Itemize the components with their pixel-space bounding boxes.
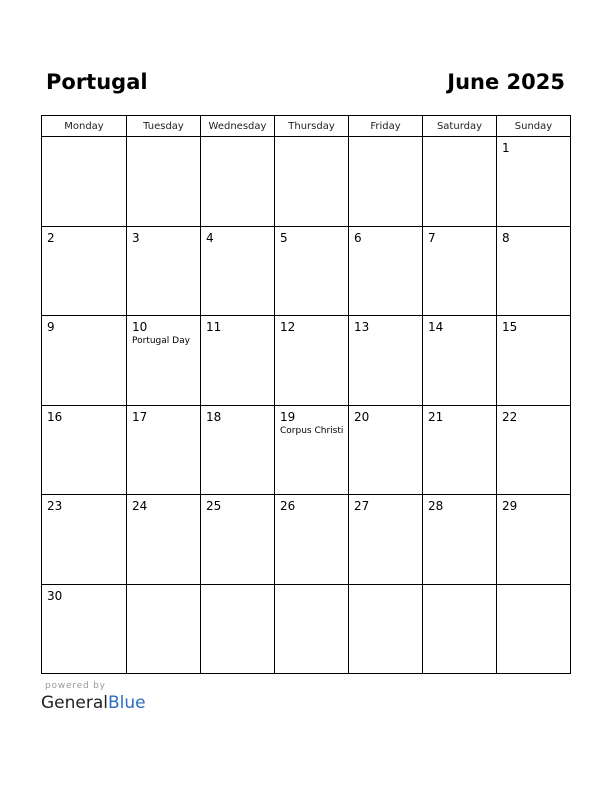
day-number: 10 bbox=[132, 320, 148, 334]
day-cell[interactable] bbox=[127, 227, 201, 316]
day-number: 19 bbox=[280, 410, 296, 424]
day-number: 22 bbox=[502, 410, 518, 424]
day-cell[interactable] bbox=[42, 495, 127, 585]
day-number: 25 bbox=[206, 499, 222, 513]
day-number: 14 bbox=[428, 320, 444, 334]
weekday-header-wednesday: Wednesday bbox=[201, 116, 275, 137]
day-number: 11 bbox=[206, 320, 222, 334]
powered-by-label: powered by bbox=[45, 681, 106, 691]
day-number: 30 bbox=[47, 589, 63, 603]
day-number: 26 bbox=[280, 499, 296, 513]
day-cell[interactable] bbox=[275, 137, 349, 227]
day-cell[interactable] bbox=[349, 316, 423, 406]
holiday-label: Corpus Christi bbox=[280, 426, 344, 436]
day-number: 24 bbox=[132, 499, 148, 513]
day-cell[interactable] bbox=[127, 137, 201, 227]
weekday-header-saturday: Saturday bbox=[423, 116, 497, 137]
day-cell[interactable] bbox=[42, 406, 127, 495]
day-cell[interactable] bbox=[423, 316, 497, 406]
day-number: 12 bbox=[280, 320, 296, 334]
weekday-header-thursday: Thursday bbox=[275, 116, 349, 137]
weekday-header-friday: Friday bbox=[349, 116, 423, 137]
day-cell[interactable] bbox=[42, 137, 127, 227]
weekday-header-sunday: Sunday bbox=[497, 116, 571, 137]
day-cell[interactable] bbox=[349, 406, 423, 495]
day-cell[interactable] bbox=[275, 406, 349, 495]
day-cell[interactable] bbox=[423, 227, 497, 316]
day-number: 6 bbox=[354, 231, 362, 245]
day-cell[interactable] bbox=[497, 585, 571, 674]
day-cell[interactable] bbox=[127, 495, 201, 585]
day-cell[interactable] bbox=[423, 495, 497, 585]
day-cell[interactable] bbox=[127, 585, 201, 674]
day-cell[interactable] bbox=[201, 406, 275, 495]
day-number: 28 bbox=[428, 499, 444, 513]
day-cell[interactable] bbox=[349, 227, 423, 316]
day-number: 29 bbox=[502, 499, 518, 513]
day-cell[interactable] bbox=[349, 137, 423, 227]
weekday-header-monday: Monday bbox=[42, 116, 127, 137]
day-cell[interactable] bbox=[497, 406, 571, 495]
country-title: Portugal bbox=[46, 70, 148, 94]
day-number: 3 bbox=[132, 231, 140, 245]
day-cell[interactable] bbox=[497, 316, 571, 406]
day-cell[interactable] bbox=[423, 585, 497, 674]
day-cell[interactable] bbox=[42, 227, 127, 316]
day-number: 27 bbox=[354, 499, 370, 513]
day-cell[interactable] bbox=[201, 137, 275, 227]
day-cell[interactable] bbox=[497, 227, 571, 316]
day-number: 9 bbox=[47, 320, 55, 334]
day-cell[interactable] bbox=[275, 316, 349, 406]
day-cell[interactable] bbox=[497, 137, 571, 227]
day-number: 2 bbox=[47, 231, 55, 245]
day-cell[interactable] bbox=[275, 495, 349, 585]
day-number: 23 bbox=[47, 499, 63, 513]
month-year-title: June 2025 bbox=[447, 70, 565, 94]
day-cell[interactable] bbox=[497, 495, 571, 585]
calendar-grid bbox=[41, 115, 571, 674]
brand-general: General bbox=[41, 693, 108, 713]
day-cell[interactable] bbox=[201, 585, 275, 674]
holiday-label: Portugal Day bbox=[132, 336, 190, 346]
day-number: 18 bbox=[206, 410, 222, 424]
day-number: 8 bbox=[502, 231, 510, 245]
day-cell[interactable] bbox=[423, 406, 497, 495]
day-cell[interactable] bbox=[275, 585, 349, 674]
brand-blue: Blue bbox=[108, 693, 146, 713]
day-number: 16 bbox=[47, 410, 63, 424]
generalblue-logo[interactable] bbox=[41, 693, 146, 713]
day-cell[interactable] bbox=[275, 227, 349, 316]
day-cell[interactable] bbox=[201, 495, 275, 585]
day-cell[interactable] bbox=[42, 316, 127, 406]
weekday-header-tuesday: Tuesday bbox=[127, 116, 201, 137]
day-cell[interactable] bbox=[349, 585, 423, 674]
day-number: 4 bbox=[206, 231, 214, 245]
day-number: 15 bbox=[502, 320, 518, 334]
day-number: 17 bbox=[132, 410, 148, 424]
day-cell[interactable] bbox=[201, 227, 275, 316]
day-number: 13 bbox=[354, 320, 370, 334]
day-cell[interactable] bbox=[127, 406, 201, 495]
day-number: 5 bbox=[280, 231, 288, 245]
day-cell[interactable] bbox=[42, 585, 127, 674]
day-number: 20 bbox=[354, 410, 370, 424]
day-cell[interactable] bbox=[127, 316, 201, 406]
day-number: 21 bbox=[428, 410, 444, 424]
day-cell[interactable] bbox=[201, 316, 275, 406]
day-number: 1 bbox=[502, 141, 510, 155]
day-cell[interactable] bbox=[423, 137, 497, 227]
day-cell[interactable] bbox=[349, 495, 423, 585]
day-number: 7 bbox=[428, 231, 436, 245]
